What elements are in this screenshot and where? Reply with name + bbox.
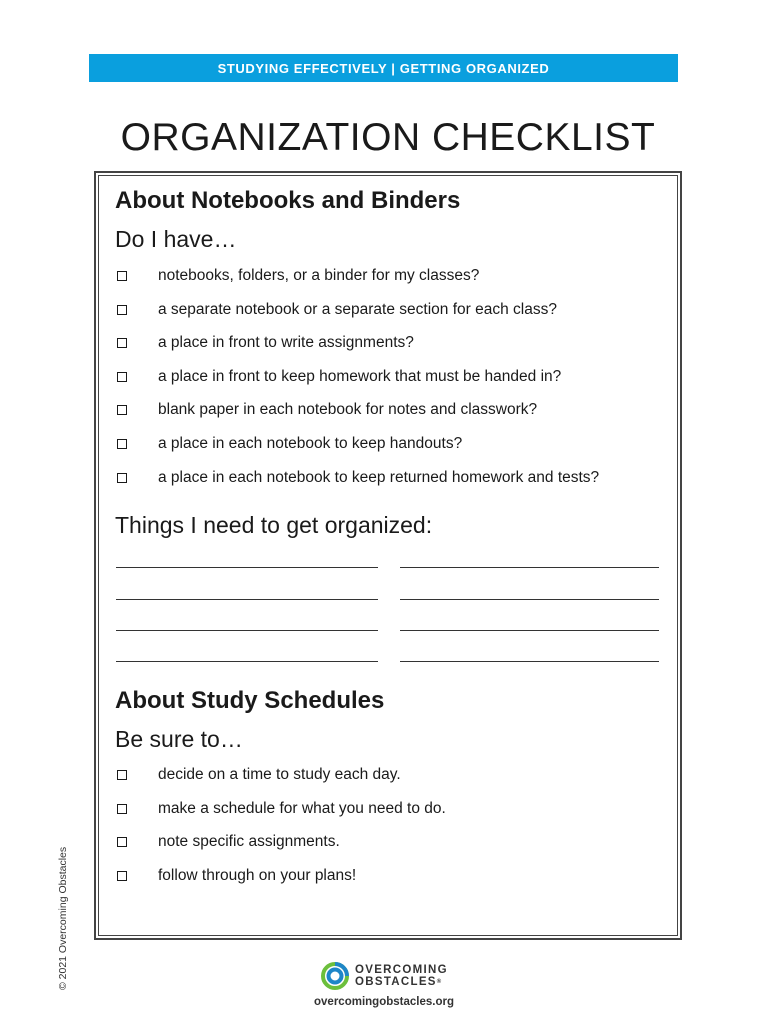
checklist-item[interactable] [117,264,479,288]
write-in-line[interactable] [116,630,378,631]
logo-line-2: OBSTACLES® [355,976,442,988]
write-in-line[interactable] [116,567,378,568]
checkbox[interactable] [117,305,127,315]
header-banner [89,54,678,82]
checklist-item-text: a place in front to keep homework that must be handed in? [158,368,562,385]
logo-wordmark [355,964,448,988]
checklist-item[interactable] [117,797,446,821]
checklist-item-text: decide on a time to study each day. [158,766,401,783]
organize-heading: Things I need to get organized: [115,512,433,538]
checklist-item-text: note specific assignments. [158,833,340,850]
checkbox[interactable] [117,405,127,415]
checklist-item-text: a place in each notebook to keep handouts? [158,435,463,452]
checklist-item-text: a place in front to write assignments? [158,334,414,351]
overcoming-obstacles-logo[interactable] [320,961,460,991]
checklist-item[interactable] [117,365,561,389]
write-in-line[interactable] [116,599,378,600]
page-title: ORGANIZATION CHECKLIST [120,116,656,159]
notebooks-heading: About Notebooks and Binders [115,187,461,214]
checklist-item[interactable] [117,331,414,355]
checklist-item[interactable] [117,398,537,422]
checklist-frame-inner [98,175,678,936]
logo-line-1: OVERCOMING [355,964,448,976]
checklist-item-text: notebooks, folders, or a binder for my classes? [158,267,480,284]
logo-rings-icon [320,961,350,991]
write-in-line[interactable] [400,630,659,631]
checkbox[interactable] [117,804,127,814]
write-in-line[interactable] [116,661,378,662]
checklist-item-text: blank paper in each notebook for notes and classwork? [158,401,538,418]
checkbox[interactable] [117,871,127,881]
write-in-line[interactable] [400,661,659,662]
banner-text: STUDYING EFFECTIVELY | GETTING ORGANIZED [217,60,550,76]
checklist-item[interactable] [117,466,599,490]
checklist-item[interactable] [117,432,462,456]
schedules-heading: About Study Schedules [115,687,385,714]
checklist-item-text: a separate notebook or a separate section for each class? [158,301,557,318]
checklist-item-text: make a schedule for what you need to do. [158,800,446,817]
checkbox[interactable] [117,439,127,449]
checklist-item-text: follow through on your plans! [158,867,357,884]
write-in-line[interactable] [400,567,659,568]
write-in-line[interactable] [400,599,659,600]
checkbox[interactable] [117,770,127,780]
checklist-item[interactable] [117,864,356,888]
checkbox[interactable] [117,338,127,348]
copyright-notice: © 2021 Overcoming Obstacles [57,846,69,990]
checkbox[interactable] [117,473,127,483]
checkbox[interactable] [117,837,127,847]
checkbox[interactable] [117,271,127,281]
checklist-item[interactable] [117,763,401,787]
notebooks-subheading: Do I have… [115,226,237,252]
checklist-item-text: a place in each notebook to keep returned homework and tests? [158,469,600,486]
schedules-subheading: Be sure to… [115,726,243,752]
checkbox[interactable] [117,372,127,382]
website-link[interactable]: overcomingobstacles.org [314,996,454,1008]
checklist-item[interactable] [117,830,340,854]
checklist-item[interactable] [117,298,557,322]
